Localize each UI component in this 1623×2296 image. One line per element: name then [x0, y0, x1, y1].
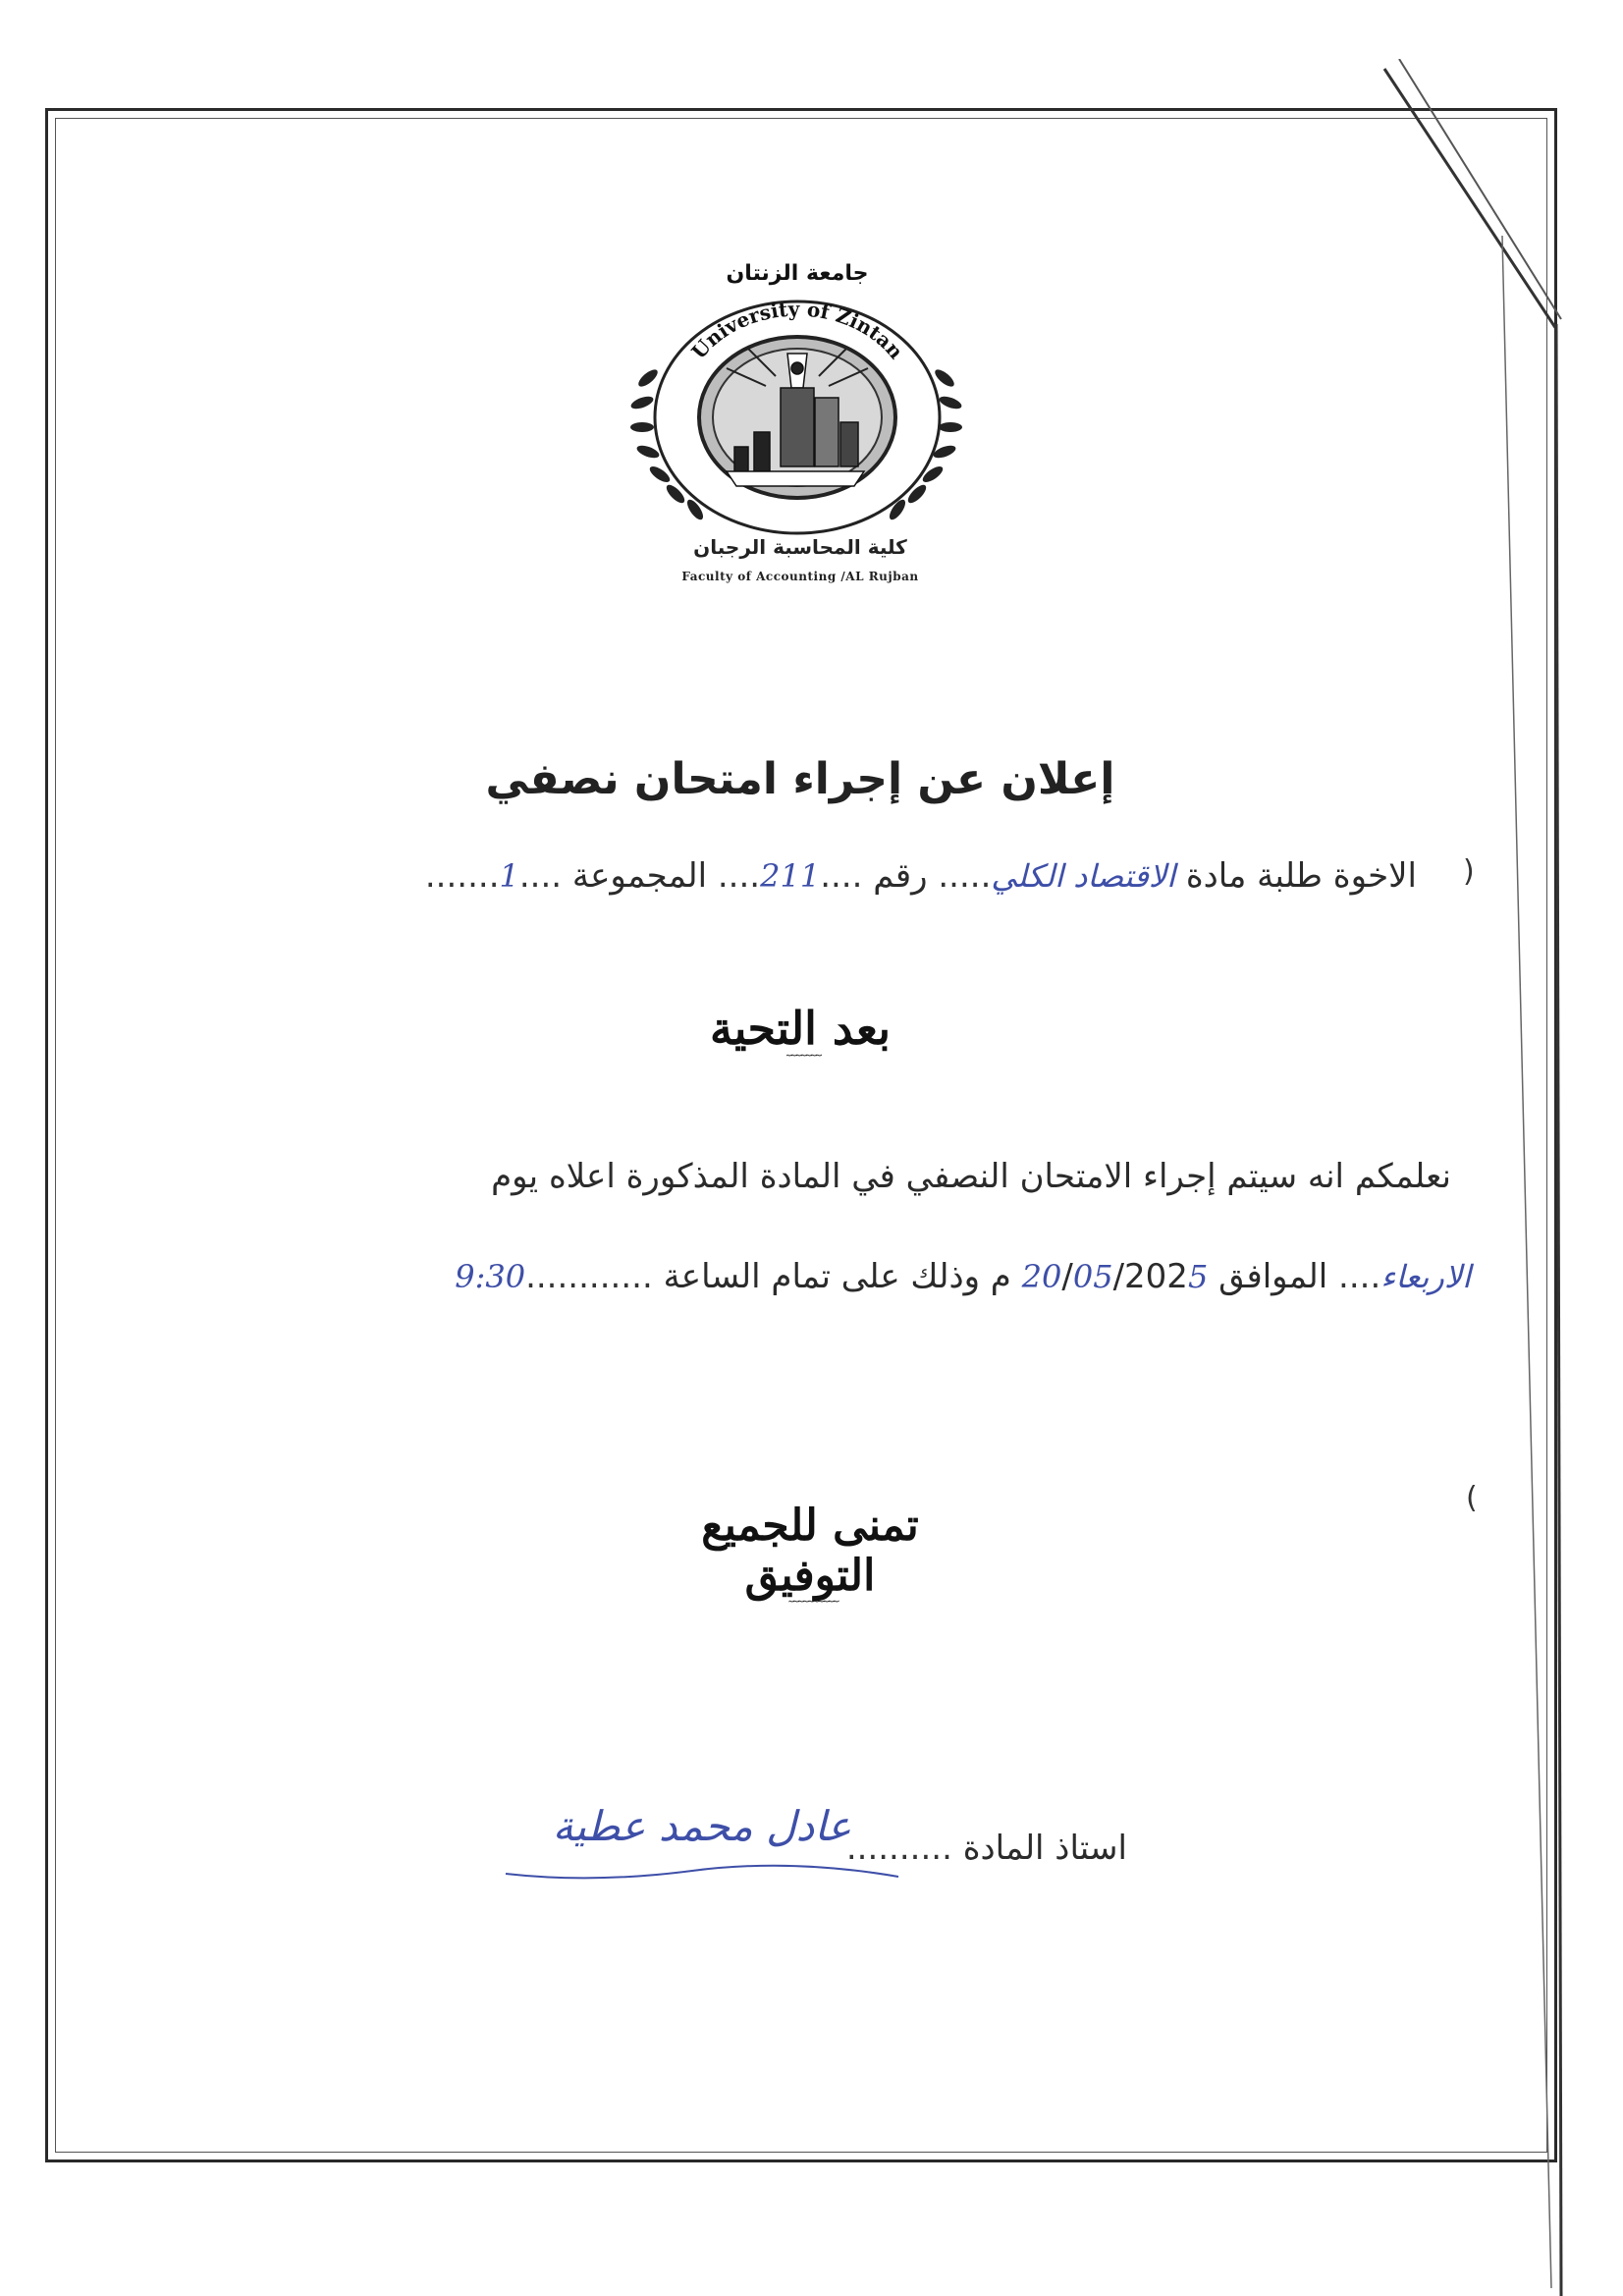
- margin-bracket-1: ): [1463, 854, 1475, 889]
- date-suffix: م وذلك على تمام الساعة: [663, 1257, 1011, 1296]
- dots-day: ....: [1338, 1257, 1381, 1296]
- day-handwritten: الاربعاء: [1380, 1258, 1471, 1295]
- signature-label: استاذ المادة: [962, 1829, 1127, 1868]
- date-month-handwritten: 05: [1072, 1258, 1113, 1295]
- page-title: إعلان عن إجراء امتحان نصفي: [485, 754, 1115, 804]
- signature-name: عادل محمد عطية: [552, 1802, 852, 1850]
- dots-time: ............: [525, 1257, 653, 1296]
- logo-university-ar: جامعة الزنتان: [726, 261, 869, 286]
- greeting-diacritics: ٓ ٓ ٓ ٓ ٓ ٓ ٓ: [784, 1051, 816, 1069]
- logo-university-en: University of Zintan: [686, 297, 908, 364]
- date-label: الموافق: [1218, 1257, 1328, 1296]
- date-year-handwritten: 5: [1187, 1258, 1209, 1295]
- margin-bracket-2: (: [1466, 1481, 1478, 1515]
- signature-dots: ..........: [845, 1829, 952, 1868]
- dots-number-a: ....: [820, 856, 863, 896]
- closing-calligraphy: [648, 1501, 972, 1615]
- addressee-prefix: الاخوة طلبة مادة: [1185, 856, 1417, 896]
- date-day-handwritten: 20: [1021, 1258, 1062, 1295]
- signature-underline: [496, 1859, 908, 1888]
- date-year-prefix: 202: [1124, 1257, 1188, 1296]
- signature-handwritten: [496, 1802, 908, 1890]
- dots-group-a: ....: [518, 856, 563, 896]
- closing-diacritics: ٓ ٓ ٓ ٓ ٓ ٓ ٓ ٓ ٓ ٓ: [787, 1597, 833, 1615]
- greeting-text: بعد التحية: [709, 1002, 892, 1055]
- time-handwritten: 9:30: [455, 1258, 526, 1295]
- number-handwritten: 211: [760, 857, 821, 895]
- number-label: رقم: [873, 856, 928, 896]
- body-line-2: الاربعاء.... الموافق 20/05/2025 م وذلك على تمام الساعة ............9:30: [455, 1257, 1471, 1296]
- dots-number-b: ....: [717, 856, 761, 896]
- group-label: المجموعة: [571, 856, 708, 896]
- subject-handwritten: الاقتصاد الكلي: [991, 857, 1175, 895]
- closing-text: تمنى للجميع التوفيق: [701, 1501, 919, 1601]
- dots-group-b: .......: [424, 856, 500, 896]
- dots-subject: .....: [938, 856, 992, 896]
- logo-faculty-en: Faculty of Accounting /AL Rujban: [681, 570, 919, 583]
- group-handwritten: 1: [499, 857, 519, 895]
- greeting-calligraphy: [687, 1002, 913, 1069]
- body-line-1: نعلمكم انه سيتم إجراء الامتحان النصفي في المادة المذكورة اعلاه يوم: [491, 1157, 1451, 1196]
- addressee-line: [425, 856, 1417, 896]
- logo-faculty-ar: كلية المحاسبة الرجبان: [693, 535, 907, 559]
